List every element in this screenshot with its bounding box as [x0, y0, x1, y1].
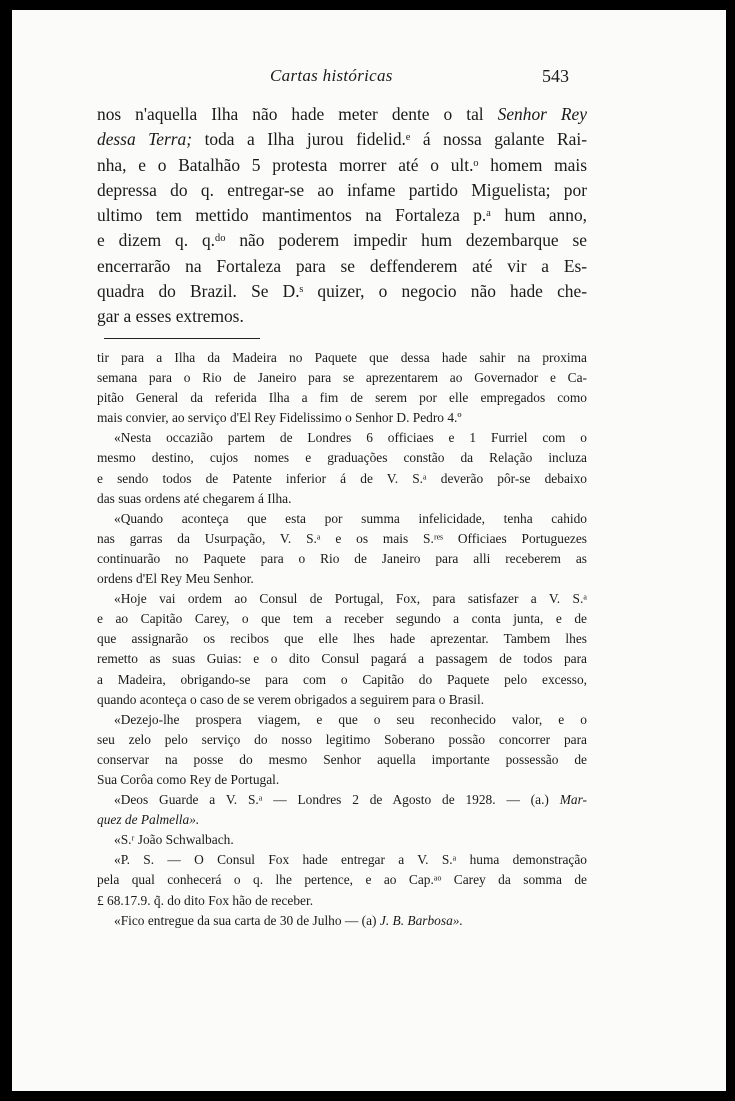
text-line: nos n'aquella Ilha não hade meter dente o tal Senhor Rey [97, 104, 587, 124]
note-line: que assignarão os recibos que elle lhes hade aprezentar. Tambem lhes [97, 631, 587, 647]
note-line: «Quando aconteça que esta por summa infelicidade, tenha cahido [114, 510, 587, 526]
note-line: semana para o Rio de Janeiro para se aprezentarem ao Governador e Ca- [97, 370, 587, 386]
book-page [12, 10, 726, 1091]
note-line: e sendo todos de Patente inferior á de V. S.ᵃ deverão pôr-se debaixo [97, 470, 587, 486]
note-line: «Fico entregue da sua carta de 30 de Julho — (a) J. B. Barbosa». [114, 912, 463, 928]
note-line: continuarão no Paquete para o Rio de Janeiro para alli receberem as [97, 550, 587, 566]
note-line: «Deos Guarde a V. S.ᵃ — Londres 2 de Agosto de 1928. — (a.) Mar- [114, 792, 587, 808]
note-line: mesmo destino, cujos nomes e graduações constão da Relação incluza [97, 450, 587, 466]
running-title: Cartas históricas [270, 66, 393, 85]
footnote-divider [104, 338, 260, 339]
note-line: mais convier, ao serviço d'El Rey Fidelissimo o Senhor D. Pedro 4.º [97, 410, 462, 426]
footnote-text [97, 348, 587, 931]
note-line: quez de Palmella». [97, 812, 200, 828]
note-line: Sua Corôa como Rey de Portugal. [97, 771, 280, 787]
note-line: «P. S. — O Consul Fox hade entregar a V. S.ᵃ huma demonstração [114, 852, 587, 868]
note-line: ordens d'El Rey Meu Senhor. [97, 571, 254, 587]
note-line: nas garras da Usurpação, V. S.ᵃ e os mais S.ʳᵉˢ Officiaes Portuguezes [97, 530, 587, 546]
note-line: e ao Capitão Carey, o que tem a receber segundo a conta junta, e de [97, 611, 587, 627]
text-line: dessa Terra; toda a Ilha jurou fidelid.ᵉ á nossa galante Rai- [97, 129, 588, 150]
note-line: «Dezejo-lhe prospera viagem, e que o seu reconhecido valor, e o [114, 711, 587, 727]
text-line: e dizem q. q.ᵈᵒ não poderem impedir hum dezembarque se [97, 230, 587, 251]
text-line: encerrarão na Fortaleza para se deffenderem até vir a Es- [97, 255, 587, 276]
note-line: remetto as suas Guias: e o dito Consul pagará a passagem de todos para [97, 651, 587, 667]
note-line: pela qual conhecerá o q. lhe pertence, e ao Cap.ᵃᵒ Carey da somma de [97, 872, 587, 888]
page-header [12, 66, 726, 92]
page-number: 543 [542, 66, 569, 86]
text-line: quadra do Brazil. Se D.ˢ quizer, o negocio não hade che- [97, 281, 587, 302]
note-line: a Madeira, obrigando-se para com o Capitão do Paquete pelo excesso, [97, 671, 587, 687]
note-line: seu zelo pelo serviço do nosso legitimo Soberano possão concorrer para [97, 731, 587, 747]
text-line: nha, e o Batalhão 5 protesta morrer até o ult.ᵒ homem mais [97, 154, 587, 175]
text-line: depressa do q. entregar-se ao infame partido Miguelista; por [97, 179, 587, 200]
note-line: pitão General da referida Ilha a fim de serem por elle empregados como [97, 390, 587, 406]
text-line: ultimo tem mettido mantimentos na Fortaleza p.ᵃ hum anno, [97, 205, 587, 226]
text-line: gar a esses extremos. [97, 306, 244, 327]
note-line: das suas ordens até chegarem á Ilha. [97, 490, 292, 506]
note-line: conservar na posse do mesmo Senhor aquella importante possessão de [97, 751, 587, 767]
note-line: «Hoje vai ordem ao Consul de Portugal, Fox, para satisfazer a V. S.ᵃ [114, 591, 587, 607]
note-line: «S.ʳ João Schwalbach. [114, 832, 234, 848]
note-line: tir para a Ilha da Madeira no Paquete que dessa hade sahir na proxima [97, 350, 587, 365]
note-line: «Nesta occazião partem de Londres 6 officiaes e 1 Furriel com o [114, 430, 587, 446]
note-line: £ 68.17.9. q̃. do dito Fox hão de receber. [97, 892, 314, 908]
main-text [97, 102, 587, 330]
note-line: quando aconteça o caso de se verem obrigados a seguirem para o Brasil. [97, 691, 485, 707]
